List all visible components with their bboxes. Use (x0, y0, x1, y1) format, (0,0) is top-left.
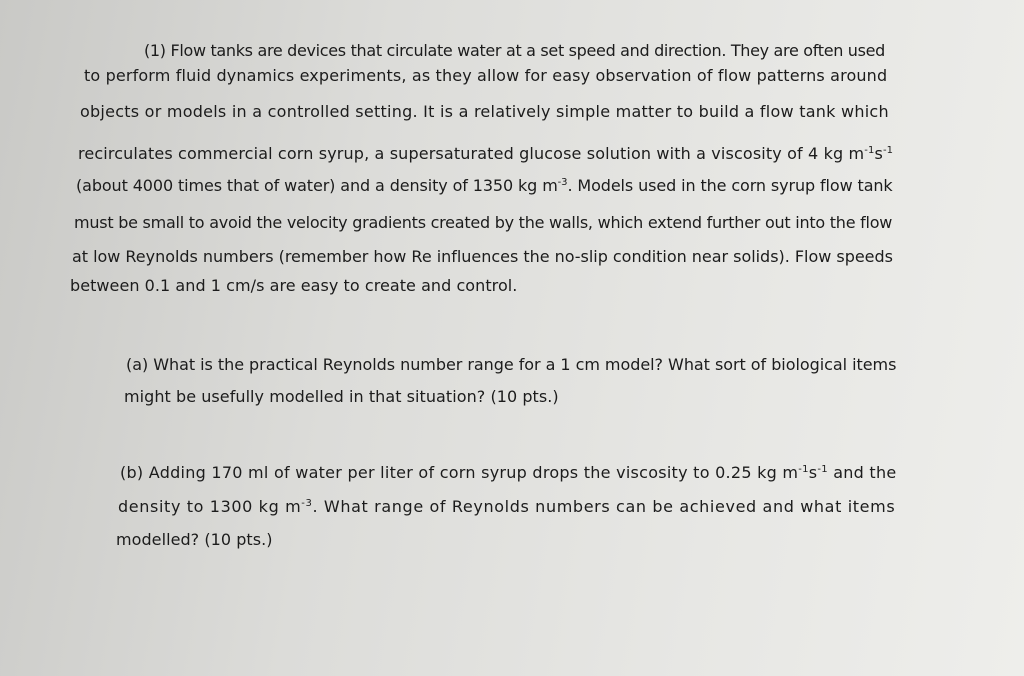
part-b-line-2 (118, 497, 895, 517)
intro-line-7: at low Reynolds numbers (remember how Re influences the no-slip condition near solids). Flow speeds (72, 247, 893, 266)
intro-line-1: (1) Flow tanks are devices that circulate water at a set speed and direction. They are often used (144, 41, 885, 60)
part-b-line-1 (120, 463, 896, 483)
part-b-line-1-tail: and the (827, 463, 897, 482)
intro-line-5-text: (about 4000 times that of water) and a density of 1350 kg m (76, 176, 558, 195)
exponent: -1 (798, 464, 809, 475)
part-a-line-1: (a) What is the practical Reynolds number range for a 1 cm model? What sort of biological items (126, 355, 897, 374)
intro-line-3: objects or models in a controlled setting. It is a relatively simple matter to build a flow tank which (80, 102, 889, 121)
part-b-line-2-tail: . What range of Reynolds numbers can be achieved and what items (312, 497, 896, 516)
intro-line-8: between 0.1 and 1 cm/s are easy to create and control. (70, 276, 518, 295)
exponent: -1 (864, 145, 875, 156)
unit-s: s (874, 144, 883, 163)
unit-s: s (808, 463, 818, 482)
intro-line-5 (76, 176, 893, 196)
part-b-line-3: modelled? (10 pts.) (116, 530, 273, 549)
exponent: -1 (882, 145, 894, 156)
exponent: -1 (817, 464, 828, 475)
intro-line-2: to perform fluid dynamics experiments, as they allow for easy observation of flow patterns around (84, 66, 888, 85)
part-b-line-1-text: (b) Adding 170 ml of water per liter of corn syrup drops the viscosity to 0.25 kg m (120, 463, 799, 482)
exponent: -3 (557, 177, 568, 188)
exponent: -3 (301, 498, 313, 509)
intro-line-6: must be small to avoid the velocity gradients created by the walls, which extend further out into the flow (74, 213, 893, 232)
part-b-line-2-text: density to 1300 kg m (118, 497, 302, 516)
part-a-line-2: might be usefully modelled in that situation? (10 pts.) (124, 387, 559, 406)
intro-line-4 (78, 144, 893, 164)
intro-line-4-text: recirculates commercial corn syrup, a supersaturated glucose solution with a viscosity of 4 kg m (78, 144, 865, 163)
intro-line-5-tail: . Models used in the corn syrup flow tank (567, 176, 893, 195)
